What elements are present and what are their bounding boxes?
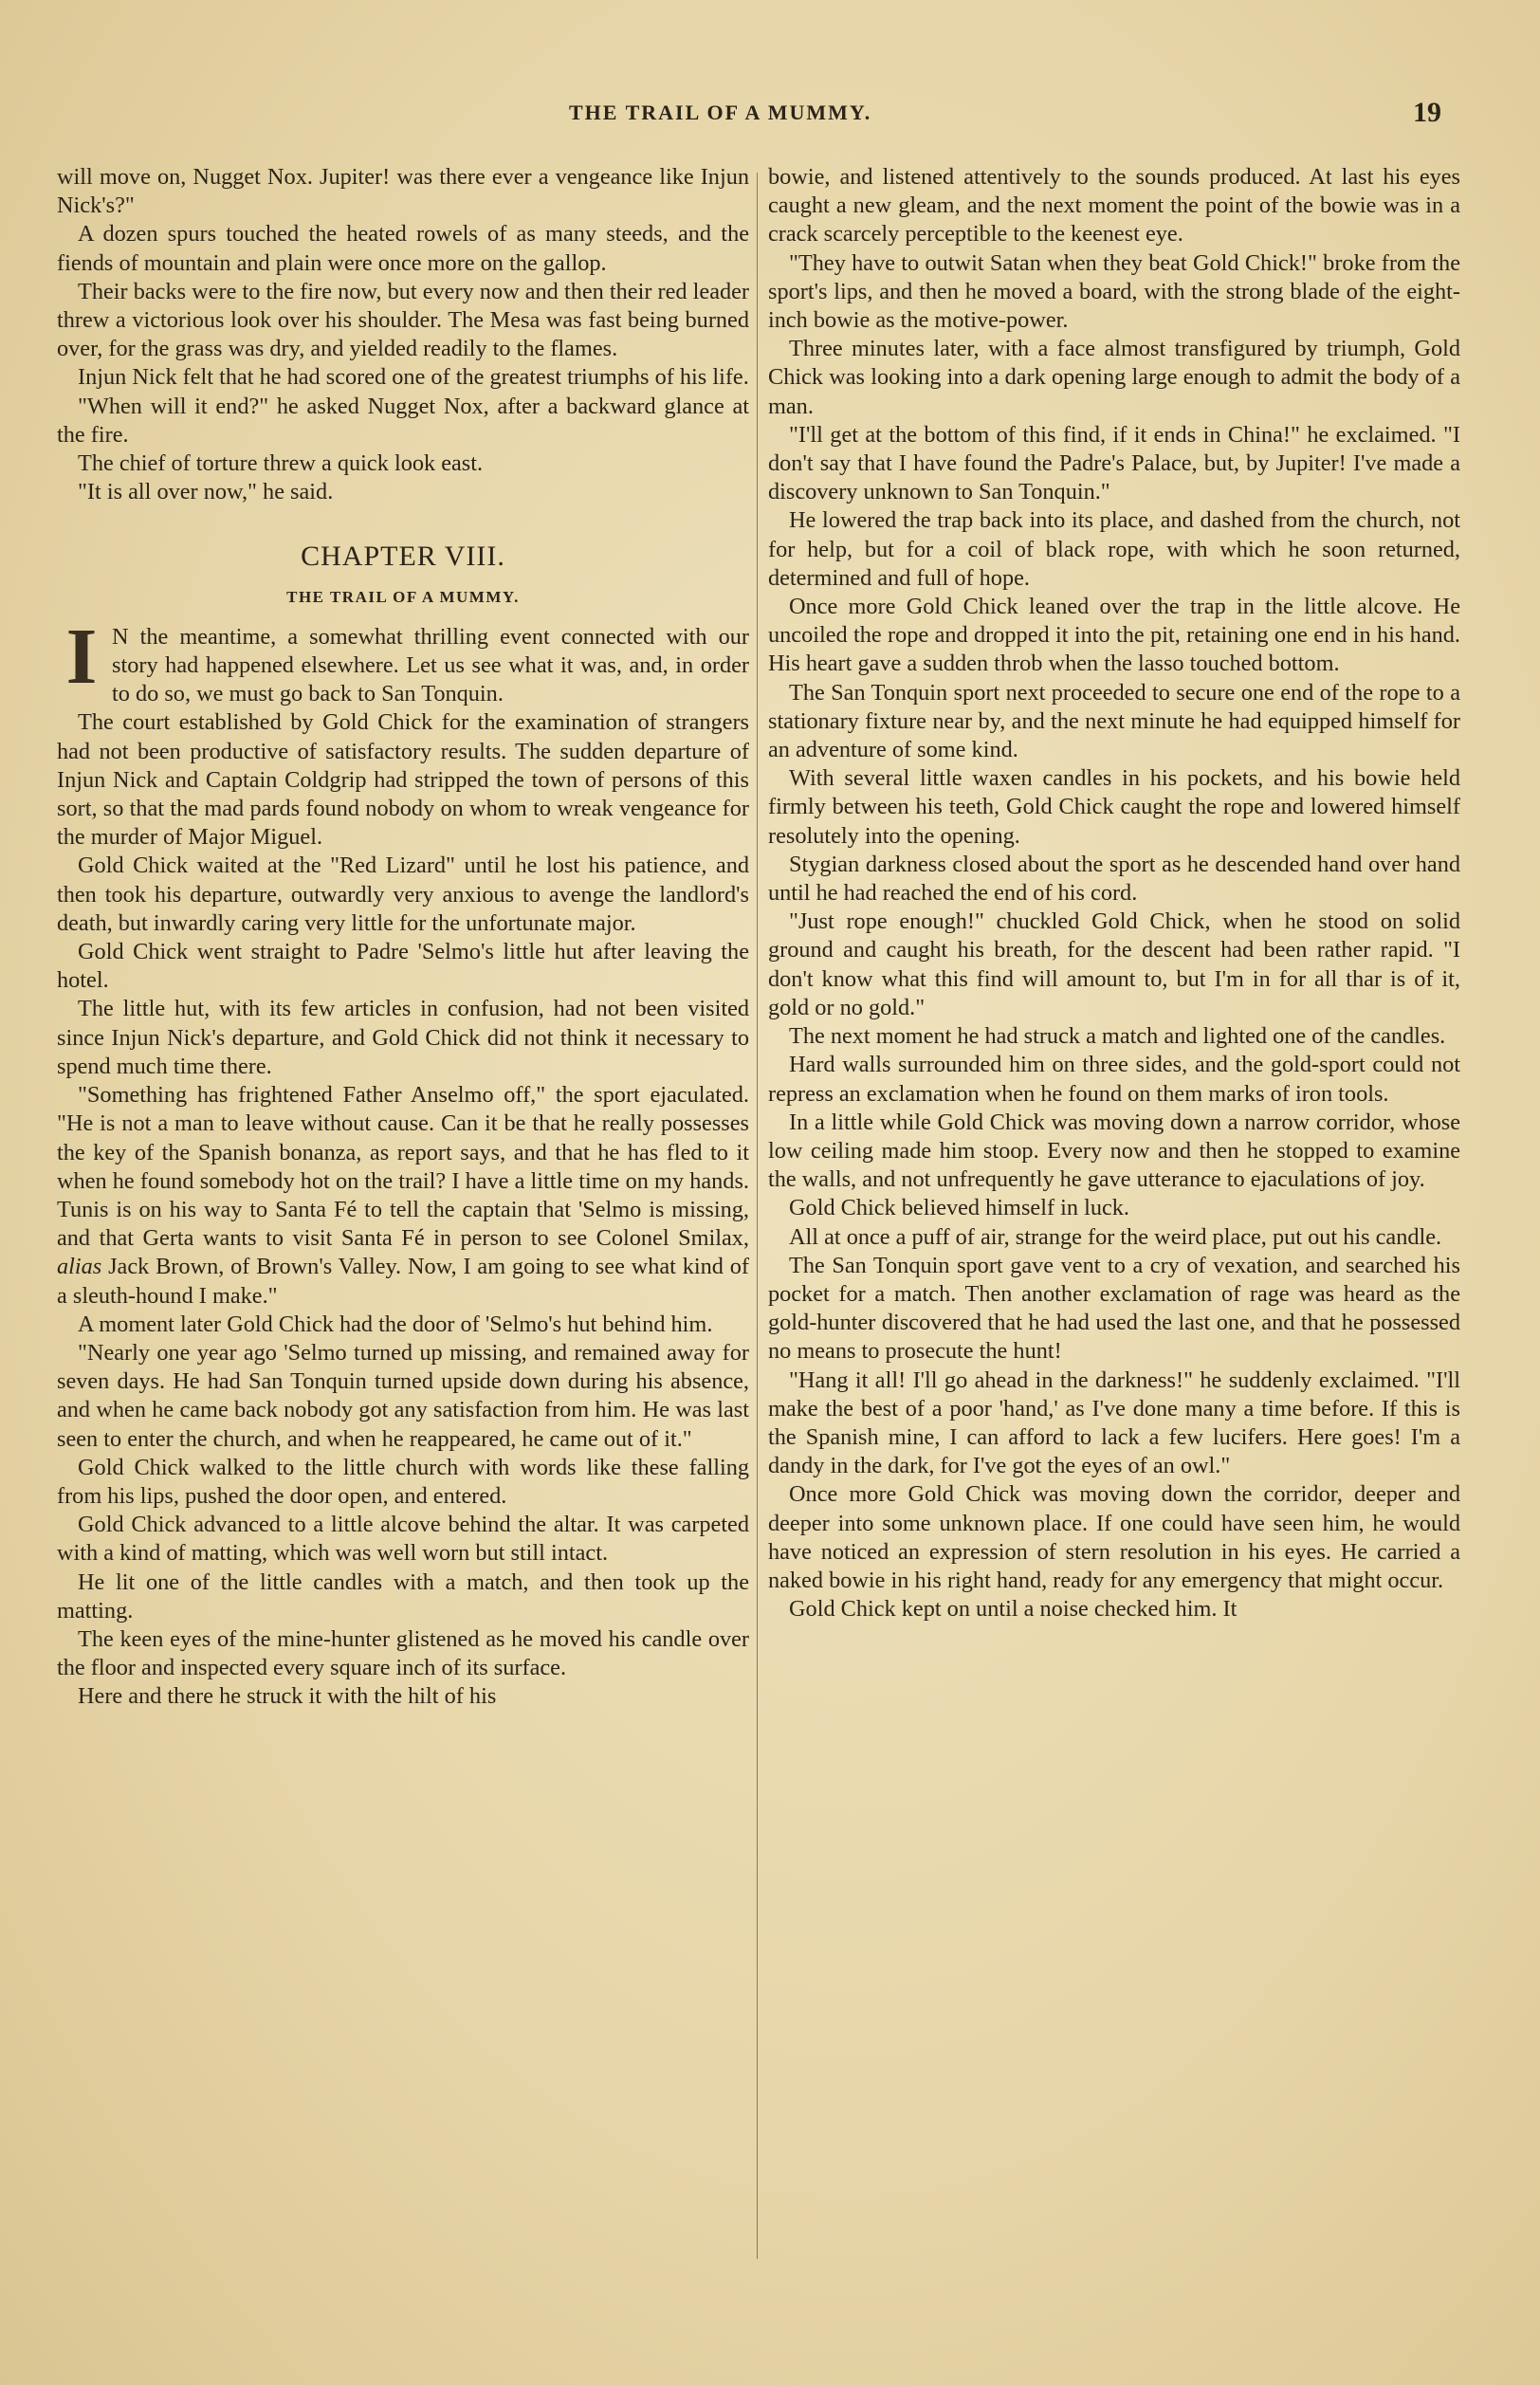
paragraph: He lit one of the little candles with a match, and then took up the matting. [57,1569,749,1624]
paragraph: In a little while Gold Chick was moving down a narrow corridor, whose low ceiling made him stoop. Every now and then he stopped to examine the walls, and not unfrequently he gave utterance to ejaculations of joy. [768,1109,1460,1193]
paragraph: Gold Chick believed himself in luck. [789,1195,1129,1221]
paragraph: "Hang it all! I'll go ahead in the darkness!" he suddenly exclaimed. "I'll make the best of a poor 'hand,' as I've done many a time before. If this is the Spanish mine, I can afford to lack a few lucifers. Here goes! I'm a dandy in the dark, for I've got the eyes of an owl." [768,1367,1460,1479]
paragraph [57,1081,749,1311]
paragraph: Once more Gold Chick leaned over the trap in the little alcove. He uncoiled the rope and dropped it into the pit, retaining one end in his hand. His heart gave a sudden throb when the lasso touched bottom. [768,594,1460,677]
paragraph: The San Tonquin sport gave vent to a cry of vexation, and searched his pocket for a match. Then another exclamation of rage was heard as the gold-hunter discovered that he had used the last one, and that he possessed no means to prosecute the hunt! [768,1252,1460,1365]
paragraph-text: "Something has frightened Father Anselmo off," the sport ejaculated. "He is not a man to leave without cause. Can it be that he really possesses the key of the Spanish bonanza, as report says, and that he has fled to it when he found somebody hot on the trail? I have a little time on my hands. Tunis is on his way to Santa Fé to tell the captain that 'Selmo is missing, and that Gerta wants to visit Santa Fé in person to see Colonel Smilax, [57,1082,749,1252]
paragraph: Gold Chick advanced to a little alcove behind the altar. It was carpeted with a kind of matting, which was well worn but still intact. [57,1512,749,1567]
paragraph: All at once a puff of air, strange for the weird place, put out his candle. [789,1223,1442,1250]
paragraph: Hard walls surrounded him on three sides, and the gold-sport could not repress an exclamation when he found on them marks of iron tools. [768,1052,1460,1107]
paragraph: "It is all over now," he said. [78,479,334,505]
paragraph: bowie, and listened attentively to the sounds produced. At last his eyes caught a new gleam, and the next moment the point of the bowie was in a crack scarcely perceptible to the keenest eye. [768,164,1460,248]
italic-word: alias [57,1254,102,1280]
paragraph-text: N the meantime, a somewhat thrilling event connected with our story had happened elsewhere. Let us see what it was, and, in order to do so, we must go back to San Tonquin. [112,623,749,707]
paragraph: "Just rope enough!" chuckled Gold Chick, when he stood on solid ground and caught his breath, for the descent had been rather rapid. "I don't know what this find will amount to, but I'm in for all thar is of it, gold or no gold." [768,908,1460,1020]
page-number: 19 [1413,97,1441,128]
paragraph: The next moment he had struck a match and lighted one of the candles. [789,1023,1446,1050]
paragraph: "Nearly one year ago 'Selmo turned up missing, and remained away for seven days. He had San Tonquin turned upside down during his absence, and when he came back nobody got any satisfaction from him. He was last seen to enter the church, and when he reappeared, he came out of it." [57,1339,749,1452]
paragraph: A moment later Gold Chick had the door of 'Selmo's hut behind him. [78,1311,713,1337]
paragraph: "They have to outwit Satan when they beat Gold Chick!" broke from the sport's lips, and then he moved a board, with the strong blade of the eight-inch bowie as the motive-power. [768,249,1460,334]
paragraph: Three minutes later, with a face almost transfigured by triumph, Gold Chick was looking into a dark opening large enough to admit the body of a man. [768,336,1460,419]
paragraph: Once more Gold Chick was moving down the corridor, deeper and deeper into some unknown place. If one could have seen him, he would have noticed an expression of stern resolution in his eyes. He carried a naked bowie in his right hand, ready for any emergency that might occur. [768,1481,1460,1593]
paragraph: Injun Nick felt that he had scored one of the greatest triumphs of his life. [78,364,749,391]
right-column [768,163,1460,2344]
chapter-opening-paragraph [57,612,749,709]
chapter-title: THE TRAIL OF A MUMMY. [286,587,520,606]
paragraph: The chief of torture threw a quick look east. [78,450,484,477]
drop-cap-initial: I [65,612,98,701]
paragraph: Gold Chick waited at the "Red Lizard" until he lost his patience, and then took his departure, outwardly very anxious to avenge the landlord's death, but inwardly caring very little for the unfortunate major. [57,853,749,936]
running-title: THE TRAIL OF A MUMMY. [569,101,872,124]
column-divider [757,173,758,2259]
paragraph: The San Tonquin sport next proceeded to secure one end of the rope to a stationary fixture near by, and the next minute he had equipped himself for an adventure of some kind. [768,679,1460,763]
paragraph: The court established by Gold Chick for the examination of strangers had not been productive of satisfactory results. The sudden departure of Injun Nick and Captain Coldgrip had stripped the town of persons of this sort, so that the mad pards found nobody on whom to wreak vengeance for the murder of Major Miguel. [57,709,749,851]
paragraph: Stygian darkness closed about the sport as he descended hand over hand until he had reached the end of his cord. [768,851,1460,907]
paragraph-text: Jack Brown, of Brown's Valley. Now, I am going to see what kind of a sleuth-hound I make." [57,1254,749,1309]
text-columns [57,163,1479,2344]
paragraph: The keen eyes of the mine-hunter glistened as he moved his candle over the floor and inspected every square inch of its surface. [57,1625,749,1681]
paragraph: Gold Chick kept on until a noise checked him. It [789,1596,1238,1623]
paragraph: Their backs were to the fire now, but every now and then their red leader threw a victorious look over his shoulder. The Mesa was fast being burned over, for the grass was dry, and yielded readily to the flames. [57,278,749,362]
paragraph: With several little waxen candles in his pockets, and his bowie held firmly between his teeth, Gold Chick caught the rope and lowered himself resolutely into the opening. [768,765,1460,849]
page-header [0,97,1540,135]
chapter-heading: CHAPTER VIII. [301,541,505,573]
paragraph: "I'll get at the bottom of this find, if it ends in China!" he exclaimed. "I don't say that I have found the Padre's Palace, but, by Jupiter! I've made a discovery unknown to San Tonquin." [768,421,1460,505]
paragraph: He lowered the trap back into its place, and dashed from the church, not for help, but for a coil of black rope, with which he soon returned, determined and full of hope. [768,507,1460,591]
left-column [57,163,749,2344]
paragraph: The little hut, with its few articles in confusion, had not been visited since Injun Nick's departure, and Gold Chick did not think it necessary to spend much time there. [57,996,749,1079]
paragraph: "When will it end?" he asked Nugget Nox, after a backward glance at the fire. [57,393,749,448]
paragraph: will move on, Nugget Nox. Jupiter! was there ever a vengeance like Injun Nick's?" [57,164,749,219]
paragraph: A dozen spurs touched the heated rowels of as many steeds, and the fiends of mountain and plain were once more on the gallop. [57,221,749,276]
paragraph: Gold Chick walked to the little church with words like these falling from his lips, pushed the door open, and entered. [57,1454,749,1509]
paragraph: Here and there he struck it with the hilt of his [78,1683,497,1710]
paragraph: Gold Chick went straight to Padre 'Selmo's little hut after leaving the hotel. [57,939,749,994]
